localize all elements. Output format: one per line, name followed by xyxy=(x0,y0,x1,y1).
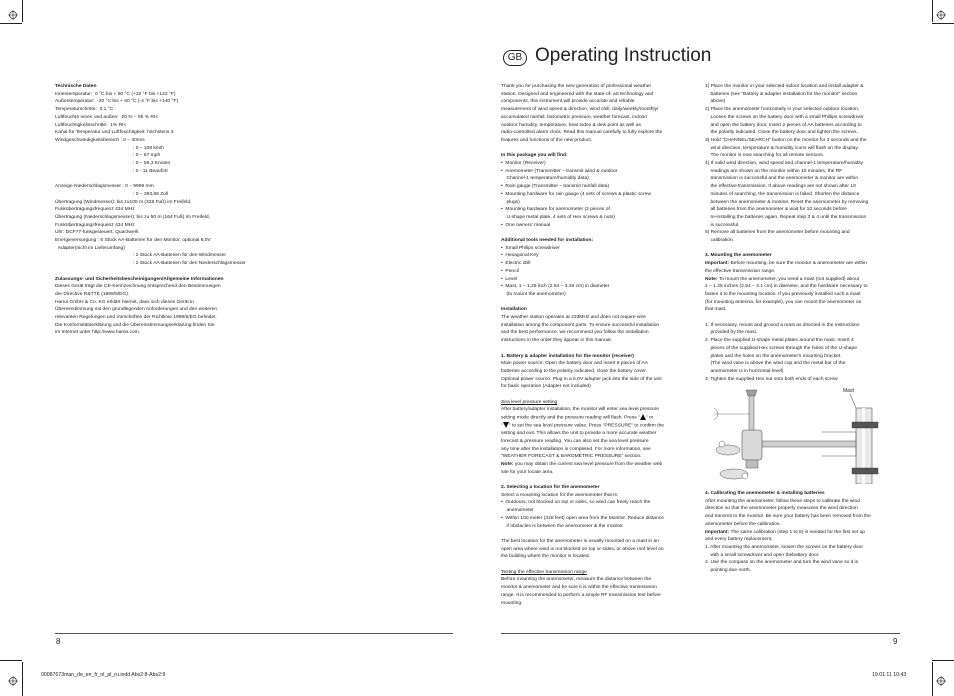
right-page-column-2 xyxy=(705,83,903,383)
note-line xyxy=(705,276,903,284)
sea-level-line: "WEATHER FORECAST & BAROMETRIC PRESSURE" section. xyxy=(501,454,642,460)
package-item: U-shape metal plate, 4 sets of Hex screws & nuts) xyxy=(501,214,615,220)
transmission-line: Übertragung (Windmesser): bis zu100 m (328 Fuß) im Freifeld, xyxy=(55,199,192,205)
section-2-line: • Within 100 meter (328 feet) open area from the Monitor. Reduce distance xyxy=(501,515,664,521)
step-line: batteries (see "Battery & adapter installation for the monitor" section xyxy=(705,91,858,97)
spec-line: Außentemperatur: -20 °C bis + 60 °C (-4 °F bis +140 °F) xyxy=(55,99,179,105)
calibration-step-line: 2. Use the compass on the anemometer and turn the wind vane so it is xyxy=(705,560,859,566)
crop-mark xyxy=(0,23,22,24)
testing-line: range. It is recommended to perform a simple RF transmission test before xyxy=(501,592,661,598)
installation-line: installation among the component parts. To ensure successful installation xyxy=(501,322,660,328)
important-text: Before mounting, be sure the monitor & anemometer are within xyxy=(729,261,868,267)
cert-line: der Directive R&TTE (1999/5/EG). xyxy=(55,291,130,297)
tools-item: • Mast, 1 – 1.25 inch (2.54 – 3.18 cm) in diameter xyxy=(501,284,610,290)
mount-step-line: plates and the holes on the anemometer's mounting bracket. xyxy=(705,353,842,359)
section-1-line: for basic operation (Adapter not included) xyxy=(501,384,591,390)
footer-timestamp: 19.01.11 10:43 xyxy=(872,672,907,678)
note-label: Note: xyxy=(705,276,718,282)
wind-range-line: : 0 – 58,3 Knoten xyxy=(133,161,171,167)
page-number-left: 8 xyxy=(56,637,61,646)
crop-mark xyxy=(932,660,954,661)
tools-item: • Pencil xyxy=(501,268,519,274)
sea-level-line: setting and exit. This allows the unit to provide a more accurate weather xyxy=(501,431,657,437)
testing-heading: Testing the effective transmission range xyxy=(501,569,587,575)
section-4-line: anemometer before the calibration. xyxy=(705,521,781,527)
sea-level-line xyxy=(501,422,697,430)
sea-level-line: any time after the installation is completed. For more information, see xyxy=(501,446,651,452)
step-line: 5) Remove all batteries from the anemometer before mounting and xyxy=(705,230,850,236)
important-line xyxy=(705,529,903,537)
crop-mark xyxy=(0,660,22,661)
mount-line: (for mounting antenna, for example), you can mount the anemometer on xyxy=(705,299,862,305)
spec-line: Luftfeuchtigkeitsschritte: 1% RH xyxy=(55,122,126,128)
important-label: Important: xyxy=(705,529,730,535)
important-line xyxy=(705,260,903,268)
mount-step-line: anemometer is in horizontal level) xyxy=(705,368,784,374)
step-line: 4) If valid wind direction, wind speed and channel-1 temperature/humidity xyxy=(705,161,864,167)
rain-line: Anzeige Niederschlagsmesser : 0 – 9999 mm xyxy=(55,184,154,190)
mount-line: that mast. xyxy=(705,307,727,313)
cert-line: Die Konformitätserklärung und die Übereinstimmungserklärung finden Sie xyxy=(55,322,215,328)
sea-level-text: " xyxy=(501,423,503,429)
crop-mark xyxy=(932,662,933,696)
important-text: The same calibration (step 1 to 5) is needed for the first set up xyxy=(729,529,866,535)
step-line: The monitor is now searching for all remote sensors. xyxy=(705,153,825,159)
section-4-line: After mounting the anemometer, follow these steps to calibrate the wind xyxy=(705,498,860,504)
note-line: site for your locate area. xyxy=(501,469,554,475)
specs-list xyxy=(55,91,295,268)
section-2-line: if obstacles is between the anemometer & the monitor xyxy=(501,523,624,529)
calibration-step-line: pointing due north. xyxy=(705,568,751,574)
sea-level-text: " to set the sea level pressure value. Press "PRESSURE" to confirm the xyxy=(508,423,665,429)
transmission-line: Energieversorgung : 6 Stück AA-Batterien für den Monitor, optional 6,0V xyxy=(55,238,211,244)
sea-level-text: " or xyxy=(645,415,654,421)
installation-line: instructions in the order they appear in this manual. xyxy=(501,338,612,344)
intro-line: outdoor humidity, temperature, heat index & dew point as well as xyxy=(501,122,641,128)
spec-line: Windgeschwindigkeitsbereich : 0 – 30m/s xyxy=(55,137,145,143)
section-4-line: and transmit to the monitor. Be sure your battery has been removed from the xyxy=(705,514,871,520)
mount-step-line: 2. Place the supplied U-shape metal plates around the mast. Insert 4 xyxy=(705,338,854,344)
section-1-heading: 1. Battery & adapter installation for the monitor (receiver) xyxy=(501,353,634,359)
step-line: 1) Place the monitor in your selected indoor location and install adapter & xyxy=(705,84,864,89)
calibration-step-line: with a small screwdriver and open thebattery door. xyxy=(705,552,820,558)
mast-figure-label: Mast xyxy=(843,388,854,394)
spec-line: Innentemperatur: 0 °C bis + 50 °C (+32 °F bis +122 °F) xyxy=(55,91,176,97)
step-line: is successful. xyxy=(705,222,740,228)
sea-level-line: After battery/adapter installation, the monitor will enter sea level pressure xyxy=(501,407,659,413)
section-2-line: Select a mounting location for the anemometer that is: xyxy=(501,492,619,498)
package-item: • Rain gauge (Transmitter – transmit rainfall data) xyxy=(501,184,610,190)
cert-line: Übereinstimmung mit den grundlegenden Anforderungen und den weiteren xyxy=(55,307,218,313)
section-2-heading: 2. Selecting a location for the anemometer xyxy=(501,485,600,491)
wind-range-line: : 0 - 11 Beaufort xyxy=(133,168,168,174)
step-line: readings are shown on the monitor within 10 minutes, the RF xyxy=(705,168,843,174)
package-item: • Mounting hardware for anemometer (2 pieces of xyxy=(501,207,610,213)
sea-level-line: forecast & pressure reading. You can also set the sea level pressure xyxy=(501,438,649,444)
note-text: you may obtain the current sea level pressure from the weather web xyxy=(513,461,663,467)
wind-range-line: : 0 – 67 mph xyxy=(133,153,161,159)
section-4-heading: 4. Calibrating the anemometer & installing batteries xyxy=(705,491,825,496)
cert-line: Hama GmbH & Co. KG erklärt hiermit, dass sich dieses Gerät in xyxy=(55,299,194,305)
step-line: minutes of searching, the transmission is failed. Shorten the distance xyxy=(705,191,860,197)
package-item: Channel-1 temperature/humidity data) xyxy=(501,176,589,182)
step-line: wind direction, temperature & humidity icons will flash on the display. xyxy=(705,145,859,151)
note-line xyxy=(501,461,697,469)
note-text: To mount the anemometer, you need a mast (not supplied) about xyxy=(717,276,860,282)
intro-line: station. Designed and engineered with the state-of- art technology and xyxy=(501,91,654,97)
location-line: open area where wind is not blocked on top or sides, or above roof level on xyxy=(501,546,664,552)
testing-line: mounting. xyxy=(501,600,523,606)
page-number-right: 9 xyxy=(893,637,898,646)
location-line: The best location for the anemometer is usually mounted on a mast in an xyxy=(501,538,659,544)
step-line: transmission is successful and the anemometer & monitor are within xyxy=(705,176,859,182)
specs-heading: Technische Daten xyxy=(55,84,97,89)
step-line: 2) Place the anemometer horizontally in your selected outdoor location. xyxy=(705,107,860,113)
certification-heading: Zulassungs- und Sicherheitsbescheinigungen/Allgemeine Informationen xyxy=(55,276,224,282)
right-page-divider xyxy=(501,633,900,634)
crop-mark xyxy=(22,0,23,22)
location-line: the building where the monitor is located. xyxy=(501,554,590,560)
transmission-line: Uhr: DCF77-funkgesteuert, Quarzwerk xyxy=(55,230,139,236)
anemometer-mounting-illustration xyxy=(712,386,892,484)
battery-line: : 2 Stück AA-Batterien für den Niederschlagsmesser xyxy=(133,261,246,267)
tools-heading: Additional tools needed for installation: xyxy=(501,238,594,244)
spec-line: Temperaturschritte: 0,1 °C xyxy=(55,107,114,113)
certification-text xyxy=(55,283,295,337)
installation-heading: Installation xyxy=(501,307,527,313)
tools-item: (to mount the anemometer) xyxy=(501,291,566,297)
transmission-line: Adapter(nicht im Lieferumfang) xyxy=(55,245,125,251)
step-line: Loosen the screws on the battery door with a small Phillips screwdriver xyxy=(705,114,864,120)
spec-line: Kanal für Temperatur und Luftfeuchtigkeit: höchstens 3 xyxy=(55,130,174,136)
step-line: all batteries from the anemometer & wait for 10 seconds before xyxy=(705,207,847,213)
important-label: Important: xyxy=(705,261,730,267)
package-item: • Anemometer (Transmitter – transmit wind & outdoor xyxy=(501,168,618,174)
transmission-line: Funkübertragungsfrequenz 434 MHz xyxy=(55,222,135,228)
package-item: • One owners' manual xyxy=(501,222,551,228)
footer-file-info: 00087673man_de_en_fr_nl_pl_ru.indd Abs2:8-Abs2:9 xyxy=(41,672,166,678)
intro-line: components, this instrument will provide accurate and reliable xyxy=(501,99,635,105)
battery-line: : 2 Stück AA-Batterien für den Windmesser xyxy=(133,253,226,259)
package-item: plugs) xyxy=(501,199,520,205)
right-page-column-1 xyxy=(501,83,697,607)
section-2-line: anemometer xyxy=(501,508,534,514)
note-label: Note: xyxy=(501,461,514,467)
cert-line: im Internet unter http://www.hama.com. xyxy=(55,330,141,336)
intro-line: measurement of wind speed & direction, wind chill, daily/weekly/monthly/ xyxy=(501,107,659,113)
tools-item: • Electric drill xyxy=(501,261,531,267)
step-line: above) xyxy=(705,99,726,105)
registration-mark-icon xyxy=(8,676,18,686)
left-page-divider xyxy=(55,633,453,634)
tools-item: • Small Philips screwdriver xyxy=(501,245,560,251)
step-line: the polarity indicated. Close the battery door and tighten the screws. xyxy=(705,130,858,136)
registration-mark-icon xyxy=(936,10,946,20)
important-line: the effective transmission range. xyxy=(705,268,776,274)
right-page-column-2-bottom xyxy=(705,490,903,575)
crop-mark xyxy=(22,662,23,696)
testing-line: Before mounting the anemometer, measure the distance between the xyxy=(501,577,652,583)
installation-line: and the best performance, we recommend you follow the installation xyxy=(501,330,649,336)
spec-line: Luftfeuchte innen und außen: 20 % – 95 % RH xyxy=(55,114,158,120)
package-item: • Mounting hardware for rain gauge (4 sets of screws & plastic screw xyxy=(501,191,651,197)
cert-line: relevanten Regelungen und Vorschriften der Richtlinie 1999/5/EG befindet. xyxy=(55,315,217,321)
crop-mark xyxy=(932,0,933,22)
registration-mark-icon xyxy=(8,10,18,20)
testing-line: monitor & anemometer and be sure it is within the effective transmission xyxy=(501,585,657,591)
mount-step-line: provided by the mast. xyxy=(705,330,758,336)
crop-mark xyxy=(932,23,954,24)
section-1-line: batteries according to the polarity indicated, close the battery cover. xyxy=(501,368,647,374)
important-line: and every battery replacement. xyxy=(705,537,773,543)
sea-level-text: setting mode directly and the pressure reading will flash. Press " xyxy=(501,415,640,421)
section-3-heading: 3. Mounting the anemometer xyxy=(705,253,772,259)
rain-range-line: : 0 – 393,66 Zoll xyxy=(133,191,169,197)
intro-line: radio-controlled alarm clock. Read this manual carefully to fully explore the xyxy=(501,130,663,136)
cert-line: Dieses Gerät trägt die CE-Kennzeichnung entsprechend den Bestimmungen xyxy=(55,284,221,290)
left-page-text xyxy=(55,83,295,337)
tools-item: • Level xyxy=(501,276,518,282)
step-line: calibration. xyxy=(705,238,735,244)
package-heading: In this package you will find: xyxy=(501,153,568,159)
package-item: • Monitor (Receiver) xyxy=(501,161,546,167)
language-badge: GB xyxy=(503,50,527,66)
sea-level-heading: Sea level pressure setting xyxy=(501,399,558,405)
calibration-step-line: 1. After mounting the anemometer, loosen the screws on the battery door xyxy=(705,544,863,550)
step-line: re-installing the batteries again. Repeat step 3 & 4 until the transmission xyxy=(705,214,867,220)
mount-step-line: 1. If necessary, mount and ground a mast as directed in the instructions xyxy=(705,322,860,328)
tools-item: • Hexagonal Key xyxy=(501,253,539,259)
step-line: the effective transmission. If above readings are not shown after 10 xyxy=(705,184,856,190)
transmission-line: Funkübertragungsfrequenz 434 MHz xyxy=(55,207,135,213)
registration-mark-icon xyxy=(936,676,946,686)
section-1-line: Main power source: Open the battery door and insert 6 pieces of AA xyxy=(501,361,649,367)
intro-line: features and functions of the new product. xyxy=(501,137,593,143)
mount-line: fasten it to the mounting location. If you previously installed such a mast xyxy=(705,291,861,297)
page-title: Operating Instruction xyxy=(535,45,712,66)
step-line: 3) Hold "CHANNEL/SEARCH" button on the monitor for 3 seconds and the xyxy=(705,137,867,143)
mount-step-line: pieces of the supplied Hex screws through the holes of the U-shape xyxy=(705,345,857,351)
mount-step-line: (The wind vane is above the wind cup and the metal bar of the xyxy=(705,361,846,367)
step-line: and open the battery door. Insert 2 pieces of AA batteries according to xyxy=(705,122,862,128)
sea-level-line xyxy=(501,414,697,422)
installation-line: The weather station operates at 433MHz and does not require wire xyxy=(501,315,646,321)
step-line: between the anemometer & monitor. Reset the anemometer by removing xyxy=(705,199,869,205)
intro-line: Thank you for purchasing the new generation of professional weather xyxy=(501,84,652,89)
section-1-line: Optional power source: Plug in a 6.0V adapter jack into the side of the unit xyxy=(501,376,662,382)
transmission-line: Übertragung (Niederschlagsmesser): bis zu 50 m (164 Fuß) im Freifeld, xyxy=(55,214,210,220)
mount-line: 1 – 1.25 inches (2.54 – 3.1 cm) in diameter, and the hardware necessary to xyxy=(705,284,868,290)
section-2-line: • Outdoors, not blocked on top or sides, so wind can freely reach the xyxy=(501,500,651,506)
wind-range-line: : 0 – 108 km/h xyxy=(133,145,164,151)
mount-step-line: 3. Tighten the supplied Hex nut onto both ends of each screw xyxy=(705,376,838,382)
intro-line: accumulated rainfall, barometric pressure, weather forecast, indoor/ xyxy=(501,114,648,120)
section-4-line: direction so that the anemometer properly measures the wind direction xyxy=(705,506,858,512)
